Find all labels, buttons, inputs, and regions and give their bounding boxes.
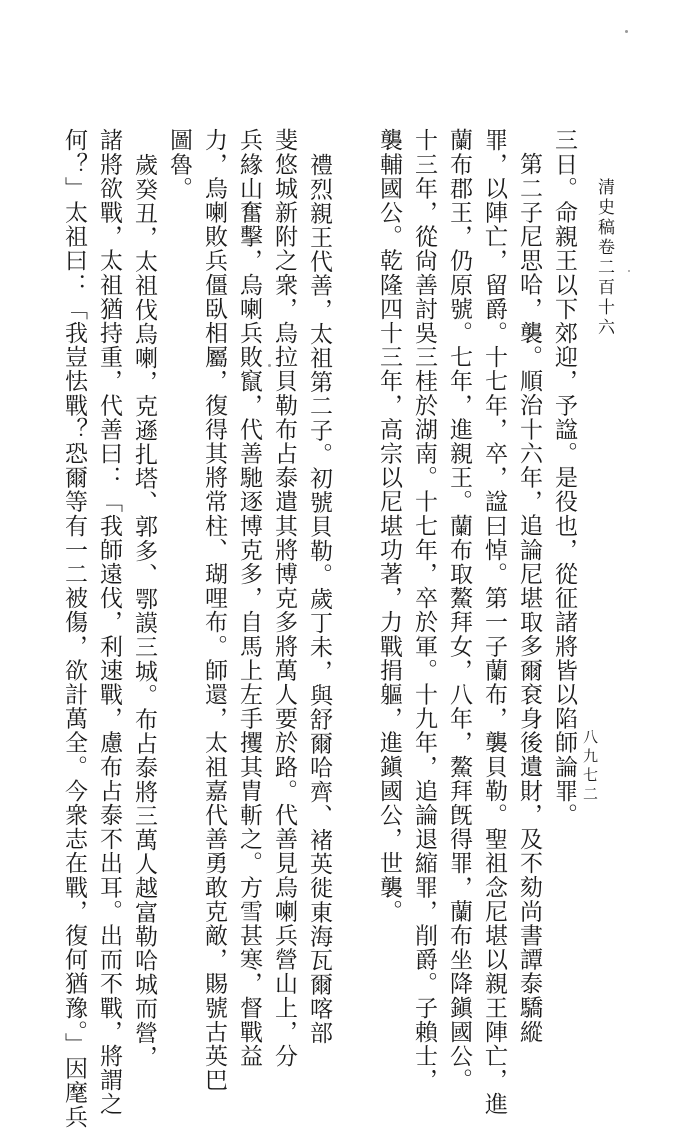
page-number: 八九七二 xyxy=(581,729,599,805)
text-column-2: 第二子尼思哈，襲。順治十六年，追論尼堪取多爾袞身後遺財，及不劾尚書譚泰驕縱 xyxy=(516,152,542,1044)
text-column-10: 兵緣山奮擊，烏喇兵敗竄，代善馳逐博克多，自馬上左手攫其胄斬之。方雪甚寒，督戰益 xyxy=(236,128,262,1068)
text-column-14: 諸將欲戰，太祖猶持重，代善曰：「我師遠伐，利速戰，慮布占泰不出耳。出而不戰，將謂之 xyxy=(96,128,122,1117)
text-column-11: 力，烏喇敗兵僵臥相屬，復得其將常柱、瑚哩布。師還，太祖嘉代善勇敢克敵，賜號古英巴 xyxy=(201,128,227,1092)
text-column-13: 歲癸丑，太祖伐烏喇，克遜扎塔、郭多、鄂謨三城。布占泰將三萬人越富勒哈城而營， xyxy=(131,153,157,1069)
text-column-1: 三日。命親王以下郊迎，予諡。是役也，從征諸將皆以陷師論罪。 xyxy=(551,128,577,827)
scan-speck xyxy=(268,364,271,367)
text-column-6: 襲輔國公。乾隆四十三年，高宗以尼堪功著，力戰捐軀，進鎭國公，世襲。 xyxy=(376,128,402,924)
text-column-12: 圖魯。 xyxy=(166,128,192,201)
text-column-9: 斐悠城新附之衆，烏拉貝勒布占泰遣其將博克多將萬人要於路。代善見烏喇兵營山上，分 xyxy=(271,128,297,1068)
text-column-5: 十三年，從尙善討吳三桂於湖南。十七年，卒於軍。十九年，追論退縮罪，削爵。子賴士， xyxy=(411,128,437,1092)
text-column-15: 何？」太祖曰：「我豈怯戰？恐爾等有一二被傷，欲計萬全。今衆志在戰，復何猶豫。」因麾兵 xyxy=(61,128,87,1129)
text-column-4: 蘭布郡王，仍原號。七年，進親王。蘭布取鰲拜女，八年，鰲拜旣得罪，蘭布坐降鎭國公。 xyxy=(446,128,472,1092)
text-column-8: 禮烈親王代善，太祖第二子。初號貝勒。歲丁未，與舒爾哈齊、褚英徙東海瓦爾喀部 xyxy=(306,153,332,1045)
text-column-3: 罪，以陣亡，留爵。十七年，卒，諡曰悼。第一子蘭布，襲貝勒。聖祖念尼堪以親王陣亡，進 xyxy=(481,128,507,1117)
book-title-header: 清史稿卷二百十六 xyxy=(594,178,614,338)
scan-speck xyxy=(625,30,628,33)
scan-speck xyxy=(628,270,630,272)
